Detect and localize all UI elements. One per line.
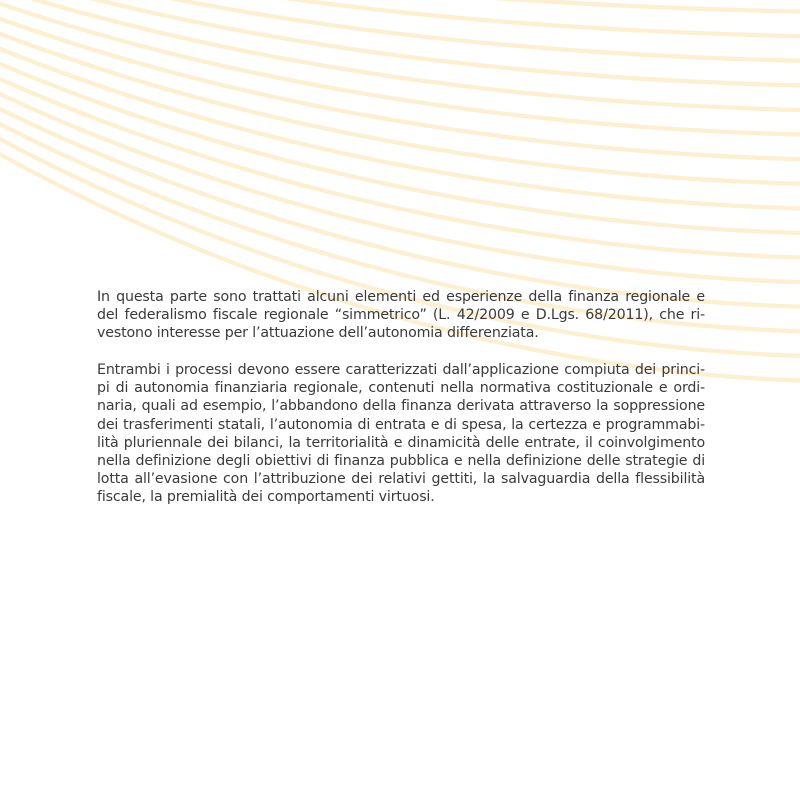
text-line: In questa parte sono trattati alcuni elementi ed esperienze della finanza regionale e xyxy=(97,289,705,305)
paragraph-intro xyxy=(97,288,705,343)
text-line: pi di autonomia finanziaria regionale, contenuti nella normativa costituzionale e ordi- xyxy=(97,380,705,397)
text-line: Entrambi i processi devono essere caratterizzati dall’applicazione compiuta dei princi- xyxy=(97,362,705,378)
text-line: dei trasferimenti statali, l’autonomia di entrata e di spesa, la certezza e programmabi- xyxy=(97,416,705,433)
body-text xyxy=(97,288,705,507)
paragraph-principles xyxy=(97,361,705,507)
text-line: lità pluriennale dei bilanci, la territorialità e dinamicità delle entrate, il coinvolgimento xyxy=(97,434,705,451)
wave-line xyxy=(0,0,800,135)
text-line: naria, quali ad esempio, l’abbandono della finanza derivata attraverso la soppressione xyxy=(97,398,705,415)
wave-line xyxy=(0,41,800,209)
text-line: nella definizione degli obiettivi di finanza pubblica e nella definizione delle strategie di xyxy=(97,453,705,470)
text-line: del federalismo fiscale regionale “simmetrico” (L. 42/2009 e D.Lgs. 68/2011), che ri- xyxy=(97,307,705,324)
text-line: vestono interesse per l’attuazione dell’autonomia differenziata. xyxy=(97,325,539,342)
text-line: lotta all’evasione con l’attribuzione dei relativi gettiti, la salvaguardia della flessibilità xyxy=(97,471,705,488)
text-line: fiscale, la premialità dei comportamenti virtuosi. xyxy=(97,489,435,506)
